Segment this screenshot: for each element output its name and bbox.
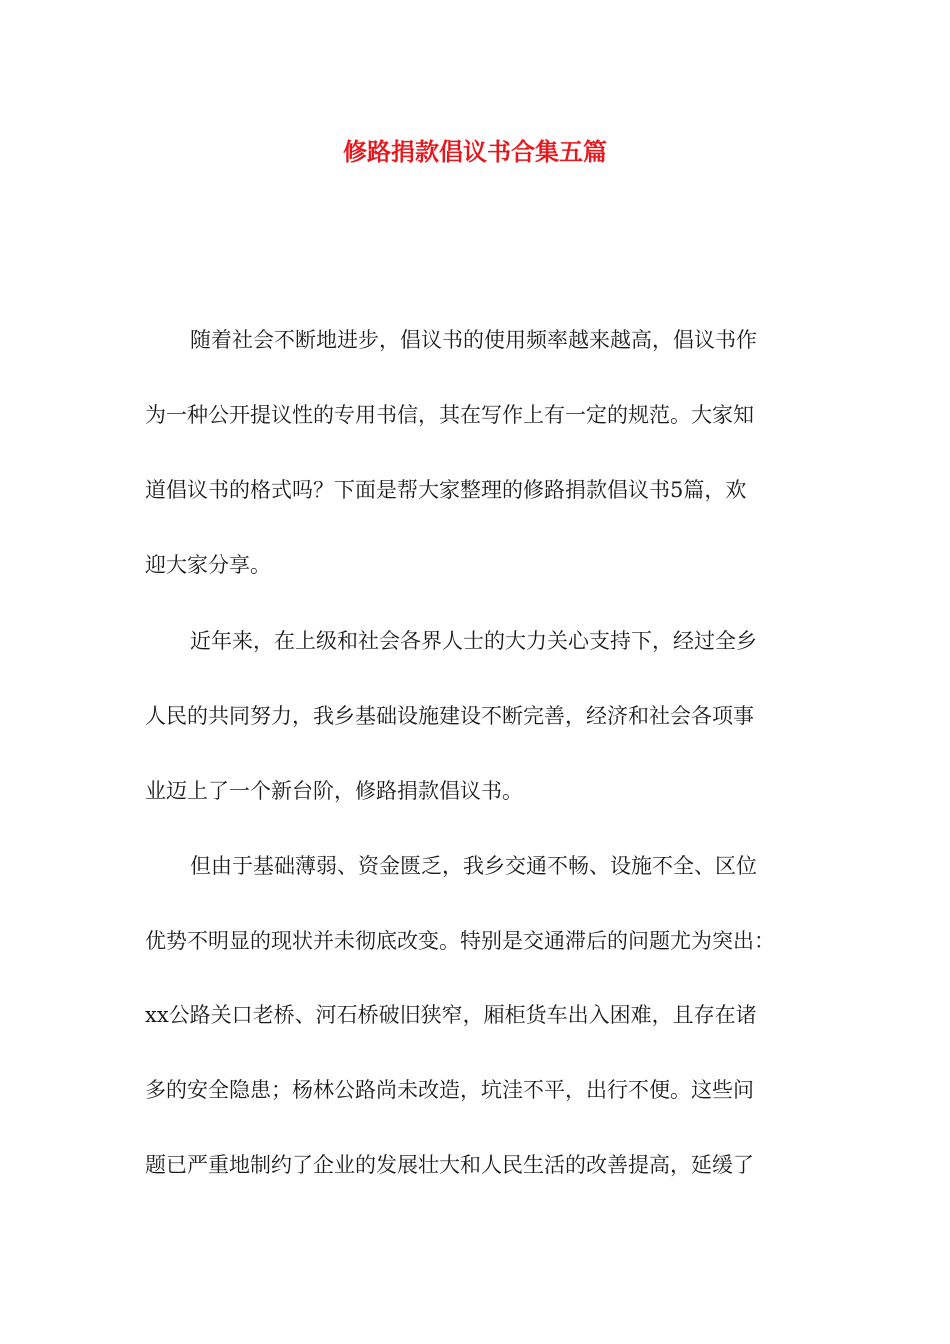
- paragraph-1-line-1: 随着社会不断地进步，倡议书的使用频率越来越高，倡议书作: [190, 328, 757, 352]
- paragraph-3-line-3: xx公路关口老桥、河石桥破旧狭窄，厢柜货车出入困难，且存在诸: [145, 1003, 757, 1027]
- paragraph-3-line-2: 优势不明显的现状并未彻底改变。特别是交通滞后的问题尤为突出：: [145, 929, 775, 953]
- paragraph-1-line-4: 迎大家分享。: [145, 553, 271, 577]
- paragraph-2-line-2: 人民的共同努力，我乡基础设施建设不断完善，经济和社会各项事: [145, 704, 754, 728]
- paragraph-2-line-3: 业迈上了一个新台阶，修路捐款倡议书。: [145, 779, 523, 803]
- paragraph-3-line-1: 但由于基础薄弱、资金匮乏，我乡交通不畅、设施不全、区位: [190, 854, 757, 878]
- paragraph-1-line-2: 为一种公开提议性的专用书信，其在写作上有一定的规范。大家知: [145, 403, 754, 427]
- paragraph-3-line-5: 题已严重地制约了企业的发展壮大和人民生活的改善提高，延缓了: [145, 1153, 754, 1177]
- paragraph-1-line-3: 道倡议书的格式吗？下面是帮大家整理的修路捐款倡议书5篇，欢: [145, 478, 747, 502]
- document-title: 修路捐款倡议书合集五篇: [343, 138, 607, 166]
- paragraph-2-line-1: 近年来，在上级和社会各界人士的大力关心支持下，经过全乡: [190, 629, 757, 653]
- paragraph-3-line-4: 多的安全隐患；杨林公路尚未改造，坑洼不平，出行不便。这些问: [145, 1078, 754, 1102]
